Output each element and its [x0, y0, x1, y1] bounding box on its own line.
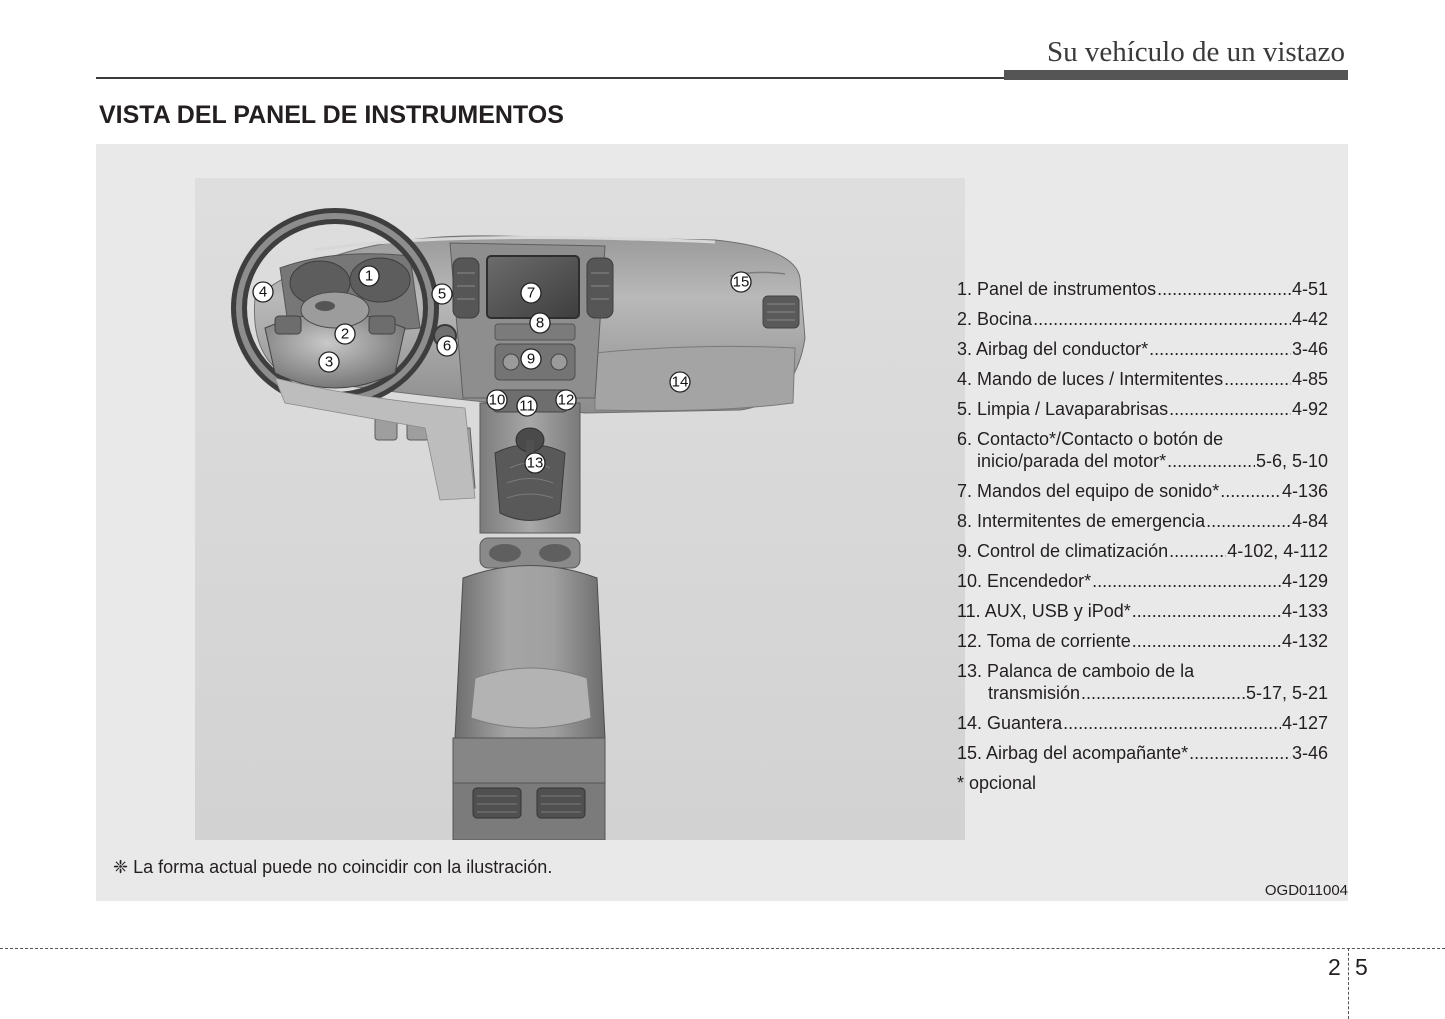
- svg-text:8: 8: [535, 314, 545, 332]
- svg-text:14: 14: [671, 373, 689, 391]
- section-title: Su vehículo de un vistazo: [1046, 36, 1345, 68]
- svg-text:6: 6: [442, 337, 452, 355]
- svg-text:15: 15: [732, 273, 750, 291]
- callout-2: [335, 324, 355, 344]
- svg-text:10: 10: [488, 391, 506, 409]
- legend-item: 12. Toma de corriente ..... 4-132: [957, 630, 1328, 652]
- svg-text:4: 4: [258, 283, 268, 301]
- legend-item: 3. Airbag del conductor* ..... 3-46: [957, 338, 1328, 360]
- legend-item: 14. Guantera ..... 4-127: [957, 712, 1328, 734]
- callout-8: [530, 313, 550, 333]
- page-heading: VISTA DEL PANEL DE INSTRUMENTOS: [99, 101, 564, 129]
- legend-item: 6. Contacto*/Contacto o botón de inicio/parada del motor* ..... 5-6, 5-10: [957, 428, 1328, 472]
- legend-item: 4. Mando de luces / Intermitentes ..... 4-85: [957, 368, 1328, 390]
- svg-text:12: 12: [557, 391, 575, 409]
- callout-14: [670, 372, 690, 392]
- svg-text:5: 5: [437, 285, 447, 303]
- callout-13: [525, 453, 545, 473]
- page-number-page: 5: [1355, 954, 1368, 980]
- figure-disclaimer: ❈ La forma actual puede no coincidir con la ilustración.: [113, 857, 553, 877]
- dashboard-illustration: [195, 178, 965, 840]
- callout-1: [359, 266, 379, 286]
- callout-9: [521, 349, 541, 369]
- svg-text:1: 1: [364, 267, 374, 285]
- callout-5: [432, 284, 452, 304]
- callout-15: [731, 272, 751, 292]
- legend-item: 8. Intermitentes de emergencia ..... 4-84: [957, 510, 1328, 532]
- legend-note: * opcional: [957, 773, 1037, 793]
- legend-item: 7. Mandos del equipo de sonido* ..... 4-136: [957, 480, 1328, 502]
- legend-item: 13. Palanca de camboio de la transmisión ..... 5-17, 5-21: [957, 660, 1328, 704]
- header-rule-thick: [1004, 70, 1348, 80]
- svg-text:7: 7: [526, 284, 536, 302]
- legend-list: [957, 278, 1328, 794]
- svg-text:11: 11: [519, 397, 535, 415]
- callout-7: [521, 283, 541, 303]
- footer-page-divider: [1348, 948, 1349, 1019]
- legend-item: 2. Bocina ..... 4-42: [957, 308, 1328, 330]
- svg-text:2: 2: [340, 325, 350, 343]
- figure-code: OGD011004: [1264, 882, 1348, 899]
- legend-item: 5. Limpia / Lavaparabrisas ..... 4-92: [957, 398, 1328, 420]
- legend-item: 10. Encendedor* ..... 4-129: [957, 570, 1328, 592]
- callout-6: [437, 336, 457, 356]
- callout-4: [253, 282, 273, 302]
- callout-3: [319, 352, 339, 372]
- svg-text:13: 13: [526, 454, 544, 472]
- page-number-chapter: 2: [1328, 954, 1341, 980]
- callout-11: [517, 396, 537, 416]
- legend-item: 9. Control de climatización ..... 4-102, 4-112: [957, 540, 1328, 562]
- svg-text:3: 3: [324, 353, 334, 371]
- callout-10: [487, 390, 507, 410]
- svg-text:9: 9: [526, 350, 536, 368]
- footer-divider: [0, 948, 1445, 949]
- legend-item: 11. AUX, USB y iPod* ..... 4-133: [957, 600, 1328, 622]
- legend-item: 15. Airbag del acompañante* ..... 3-46: [957, 742, 1328, 764]
- callout-12: [556, 390, 576, 410]
- legend-item: 1. Panel de instrumentos ..... 4-51: [957, 278, 1328, 300]
